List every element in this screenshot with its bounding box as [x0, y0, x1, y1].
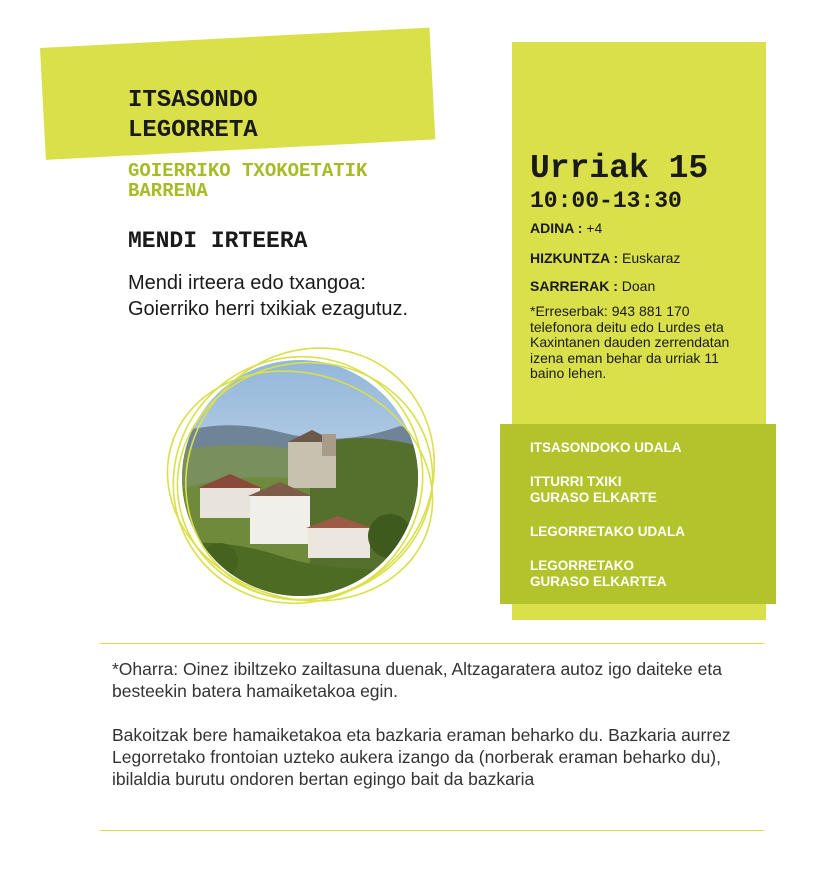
- note-paragraph-2: Bakoitzak bere hamaiketakoa eta bazkaria eraman beharko du. Bazkaria aurrez Legorretako frontoian uzteko aukera izango da (norberak eraman beharko du), ibilaldia burutu ondoren bertan egingo bait da bazkaria: [112, 725, 731, 789]
- language-row: [530, 249, 680, 267]
- age-row: [530, 219, 602, 237]
- description-line-1: Mendi irteera edo txangoa:: [128, 272, 366, 294]
- event-title: MENDI IRTEERA: [128, 228, 308, 254]
- event-time: 10:00-13:30: [530, 188, 682, 214]
- divider-bottom: [100, 830, 764, 831]
- reservation-note: *Erreserbak: 943 881 170 telefonora deitu edo Lurdes eta Kaxintanen dauden zerrendatan izena eman behar da urriak 11 baino lehen.: [530, 303, 730, 381]
- landscape-illustration: [160, 346, 450, 626]
- organizers-list: [530, 440, 760, 608]
- entry-value: Doan: [621, 278, 656, 294]
- landscape-photo: [160, 346, 450, 626]
- description-line-2: Goierriko herri txikiak ezagutuz.: [128, 298, 409, 320]
- event-description: [128, 270, 498, 322]
- note-paragraph-1: *Oharra: Oinez ibiltzeko zailtasuna duenak, Altzagaratera autoz igo daiteke eta besteekin batera hamaiketakoa egin.: [112, 659, 722, 701]
- age-label: ADINA :: [530, 220, 583, 236]
- organizer-item: ITSASONDOKO UDALA: [530, 440, 682, 455]
- language-label: HIZKUNTZA :: [530, 250, 619, 266]
- event-subtitle: [128, 161, 488, 201]
- place-line-1: ITSASONDO: [128, 87, 258, 114]
- notes-block: [112, 658, 762, 790]
- organizer-item: LEGORRETAKO UDALA: [530, 524, 685, 539]
- organizer-item: LEGORRETAKO GURASO ELKARTEA: [530, 558, 667, 589]
- place-title: [128, 86, 258, 146]
- subtitle-line-2: BARRENA: [128, 180, 208, 202]
- place-line-2: LEGORRETA: [128, 117, 258, 144]
- age-value: +4: [586, 220, 603, 236]
- entry-label: SARRERAK :: [530, 278, 618, 294]
- subtitle-line-1: GOIERRIKO TXOKOETATIK: [128, 160, 368, 182]
- event-date: Urriak 15: [530, 150, 709, 187]
- organizer-item: ITTURRI TXIKI GURASO ELKARTE: [530, 474, 657, 505]
- divider-top: [100, 643, 764, 644]
- language-value: Euskaraz: [622, 250, 681, 266]
- entry-row: [530, 277, 655, 295]
